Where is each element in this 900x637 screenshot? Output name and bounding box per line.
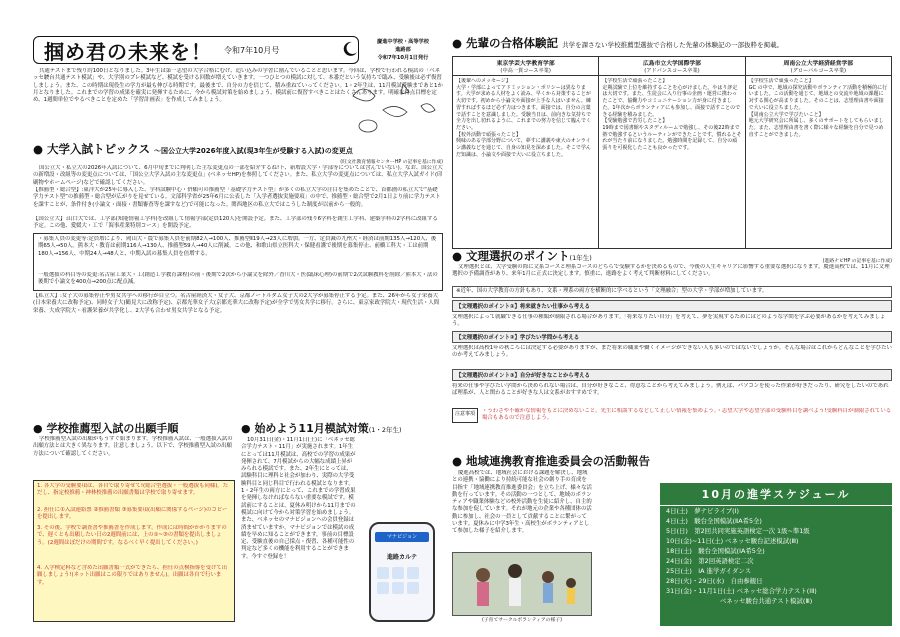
table-header-cell: 周南公立大学経済経営学部 (グローバルコース卒業) xyxy=(745,57,891,76)
table-cell: 【学校生活で頑張ったこと】 定期試験で上位を維持することを心がけました。やはり評定は大切です。また、生徒会に入り行事の企画・運営に携わったことで、協働力やコミュニケーション力が身に付きました。1年次からボランティアにも参加し、面接で話すことのできる経験を積みました。 【受験勉強で苦労したこと】 19時まで図書館やスタディルームで勉強し、その後22時まで塾で勉強するというルーティンができたことです。慣れるとそれが当たり前になりました。勉強時間を記録して、自分の頑張りを可視化したことも良かったです。 xyxy=(599,76,745,249)
section-heading: ● 先輩の合格体験記 共学を課さない学校推薦型選抜で合格した先輩の体験記の一部抜粋を掲載。 xyxy=(452,36,784,50)
section-subtitle: ～国公立大学2026年度入試(現3年生が受験する入試)の変更点 xyxy=(154,147,353,155)
schedule-title: 10月の進学スケジュール xyxy=(660,483,892,506)
section-mock-exam xyxy=(241,422,443,623)
schedule-row: 10日(金)~11日(土) ベネッセ駿台記述模試(Ⅲ) xyxy=(666,537,799,545)
section-course-selection xyxy=(452,249,892,423)
children-photo-icon xyxy=(453,553,591,615)
phone-mockup xyxy=(369,522,435,622)
volunteer-photo xyxy=(452,552,592,616)
paragraph: 文理選択とは、大学受験の際に文系コースと理系コースのどちらで受験するかを決めるもので、今後の人生キャリアに影響する重要な選択になります。慶進高校では、11月に文理選択の予備調査があり、来年1月に正式に決定します。慎重に、進路をよく考えて判断材料にしてください。 xyxy=(452,264,890,278)
section-title: 始めよう11月模試対策 xyxy=(254,422,369,435)
table-row xyxy=(453,76,892,249)
table-cell: 【学校生活で頑張ったこと】 GC の中で、地域の探究活動やボランティア活動を積極的に行いました。この活動を通じて、地域との交流や地域の課題に対する関心が高まりました。そのことは、志望理由書や面接で大いに役立ちました。 【周南公立大学で学びたいこと】 地元大学研究会に所属し、多くのサポートをしてもらいました。また、志望理由書を書く際に様々な経験を自分で見つめ直すことができました。 xyxy=(745,76,891,249)
section-title: 先輩の合格体験記 xyxy=(466,36,559,50)
department-name: 進路部 xyxy=(395,47,411,53)
section-heading: ● 始めよう11月模試対策(1・2年生) xyxy=(241,422,402,435)
capacity-changes-box xyxy=(33,233,443,291)
app-tile xyxy=(392,582,404,594)
caution-box xyxy=(452,408,892,423)
table-header-cell: 広島市立大学国際学部 (アドバンスコース卒業) xyxy=(599,57,745,76)
app-tile xyxy=(392,567,404,579)
step-item: 3. その後、学校で調査書や推薦書を作成します。作成には時間がかかりますので、遅くとも出願したい日の2週間前には、上の①~③の書類を提出しましょう。(2週間はぼだけの期間です。なるべく早く提出してください。) xyxy=(37,525,227,546)
point-block xyxy=(452,300,892,329)
app-tile xyxy=(377,582,389,594)
schedule-row: 18日(土) 駿台全国模試(ⅠA希5全) xyxy=(666,547,765,555)
app-menu-label: 進路カルテ xyxy=(386,554,417,561)
point-body: 将来の仕事や学びたい学問から決められない場合は、自分が好きなこと、得意なことから考えてみましょう。例えば、パソコンを使った作業が好きだったり、研究をしたいのであれば理系が、人と関わることが好きな人は文系がおすすめです。 xyxy=(452,383,889,397)
schedule-board xyxy=(660,483,892,626)
section-heading: ● 文理選択のポイント(1年生) xyxy=(452,249,592,263)
intro-text: 共通テストまで残り約100日となりました。3年生は第一志望の大学合格にむけ、追い込みの学習に励んでいることと思います。今回は、学校で行われる模試の「ベネッセ駿台共通テスト模試」や、大学別のプレ模試など、模試を受ける回数が増えていきます。一つひとつの模試に対して、本番だという気持ちで臨み、受験後は必ず復習しましょう。また、この時期は現役生の学力が最も伸びる時期です。最後まで、自分の力を信じて、積み重ねていってください。1・2年生は、11月模試受験まであと1か月となりました。これまでの学習の成果を確実に発揮するために、今から模試対策を始めましょう。模試前に復習すべきことはたくさんあります。明確な得点目標を定め、1週間単位でやるべきことを定めた「学習計画表」を作成してみましょう。 xyxy=(33,68,443,104)
source-note: (進路ナビHP の記事を基に作成) xyxy=(822,259,892,264)
paragraph: 慶進高校では、地域社会における課題を解決し、地域との連携・協働により持続可能な社会の創り手の育成を目指す「地域連携教育推進委員会」を立ち上げ、様々な活動を行っています。その活動の一つとして、地域のボランティアや職業体験などの校外活動を生徒に紹介し、自主的な参加を促しています。それが地元の企業や各種団体の活動に参加し、社会の一員として貢献することに繋がっています。夏休みに中学3年生・高校生がボランティアとして参加した様子を紹介します。 xyxy=(452,470,592,535)
step-item: 4. 入学検定料など含めた出願書類一式ができたら、担任の点検指導を受けて出願しましょう!(ネット出願はこの限りではありません)。出願は各自で行います。 xyxy=(37,565,228,586)
schedule-row: ベネッセ駿台共通テスト模試(Ⅲ) xyxy=(720,597,813,605)
paragraph: 国公立大・私立大の2026年入試について、6月中旬までに判明した主な変更点の一部を紹介するね!下、新増設大学・学部等については含んでいない)。なお、国公立大の新増設・改組等の変更点については、「国公立大学入試の主な変更点」(ベネッセHP)を参照してください。また、私立大学の変更点については、私立大学入試ガイド(印刷物やホームページ)などで確認してください。 xyxy=(33,165,443,186)
point-body: 文理選択によって就職できる仕事の種類が制限される場合があります。「将来なりたい自分」を考えて、夢を実現するためにはどのような学問を学ぶ必要があるかを考えてみましょう。 xyxy=(452,314,886,328)
note-box: ※近年、国の大学教育の方針もあり、文系・理系の両方を横断的に学べるという「文理融合」型の大学・学部が増加しています。 xyxy=(452,286,892,298)
table-header-cell: 東京学芸大学教育学部 (中高一貫コース卒業) xyxy=(453,57,599,76)
section-title: 学校推薦型入試の出願手順 xyxy=(46,422,179,435)
app-name: マナビジョン xyxy=(375,532,429,542)
stories-table xyxy=(452,56,892,249)
caution-text: ・うわさや不確かな情報をもとに決めないこと。先生に相談するなどして正しい情報を集めよう。・志望大学や志望学部の受験科目を調べよう!受験科目が制限されている場合もあるので注意しよう。 xyxy=(482,408,892,422)
point-heading: 【文理選択のポイント①】将来就きたい仕事から考える xyxy=(452,300,892,312)
step-item: 2. 担任に①入試連絡票 ②推薦書類 ③募集要項(出願に関係するページ)のコピーを提出します。 xyxy=(37,507,228,521)
schedule-row: 25日(土) ⅠA 進学ガイダンス xyxy=(666,567,751,575)
source-note: (旺文社教育情報センターHP の記事を基に作成) xyxy=(340,160,443,165)
section-recommendation xyxy=(33,422,235,622)
section-note: 共学を課さない学校推薦型選抜で合格した先輩の体験記の一部抜粋を掲載。 xyxy=(562,41,784,49)
paragraph: 10月31日(金)・11月1日(土)に「ベネッセ総合学力テスト・11月」が実施されます。1年生にとっては11月模試は、高校での学習の成果が発揮されて、7月模試からの大幅な成績上昇がみられる模試です。また、2年生にとっては、試験科目に理科と社会が加わり、実際の大学受験科目と同じ科目で行われる模試となります。1・2年生の両方にとって、これまでの学習成果を発揮しなければならない重要な模試です。模試前にすることは、夏休み明けから11月までの模試に向けて今から対策学習を始めましょう。また、ベネッセのマナビジョンへの会員登録は済ませていますか。マナビジョンでは模試の成績を早めに知ることができます。事前の目標設定、受験直後の自己採点・復習、各種可能性の判定など多くの機能を利用することができます。今すぐ登録を！ xyxy=(241,437,356,560)
autumn-illustration xyxy=(333,76,443,138)
issue-label: 令和7年10月号 xyxy=(224,45,280,55)
schedule-row: 28日(火)・29日(水) 自由参観日 xyxy=(666,577,763,585)
paragraph: 学校推薦型入試の出願がもうすぐ始まります。学校推薦入試は、一般選抜入試の出願方法とは大きく異なります。注意しましょう。以下で、学校推薦型入試の出願方法について確認してください。 xyxy=(33,436,233,457)
point-block xyxy=(452,331,892,367)
schedule-row: 24日(金) 第2回英語検定二次 xyxy=(666,557,754,565)
table-cell: 【後輩へのメッセージ】 大学・学部によってアドミッション・ポリシーは異なります。大学が求める人材をよく読み、早くから対策することが大切です。初めから小論文や面接が上手な人はいません。練習すればするほど必ず力はつきます。面接では、自分の言葉で話すことを意識しました。受験当日は、前向きな気持ちで全力を出し切れるように、これまでの努力を信じて臨んでください。 【校外活動で頑張ったこと】 興味のある学部分野について、夢すに講義や東大のオンライン講義などを通じて、自身の知見を深めました。そこで学んだ知識は、小論文や面接で大いに役立ちました。 xyxy=(453,76,599,249)
app-tile xyxy=(377,567,389,579)
paragraph: 【私立大】:女子大の募集停止や男女共学への移行が目立つ。名古屋経済大・女子大、京都ノートルダム女子大の2大学が募集停止する予定。また、26年から女子栄養大(日本栄養大に改称予定)、同時女子大(鶴見大に改称予定)、京都光華女子大(京都光華大に改称予定)が全学で男女共学に移行。さらに、東京家政学院大・現代生活・人間栄養、大成学院大・看護栄養が共学化し、2大学も合わせ男女共学となる予定。 xyxy=(33,293,440,314)
section-title: 文理選択のポイント xyxy=(466,249,570,263)
paragraph: ・募集人員の変更等:定員増により、岡山大・農で募集人員を前期82人→100人、推薦型Ⅱ19人→23人に増加。一方、定員減の九州大・経済は前期135人→120人、後期65人→50人。熊本大・教育は前期116人→130人、推薦型59人→40人に削減。この他、和歌山県立医科大・保健看護で後期を募集停止、前橋工科大・工は前期180人→156人、中期24人→48人と、中期入試の募集人員を倍増する。 xyxy=(38,236,437,257)
app-tile xyxy=(407,582,419,594)
publish-date: 令和7年10月1日発行 xyxy=(377,55,429,61)
section-title: 大学入試トピックス xyxy=(47,142,150,156)
section-heading: ● 地域連携教育推進委員会の活動報告 xyxy=(452,454,651,468)
schedule-row: 31日(金)・11月1日(土) ベネッセ総合学力テスト(ⅠⅡ) xyxy=(666,587,817,595)
schedule-row: 4日(土) 夢ナビライブ(Ⅰ) xyxy=(666,507,740,515)
point-heading: 【文理選択のポイント③】自分が好きなことから考える xyxy=(452,369,892,381)
right-column xyxy=(452,36,892,626)
app-tiles xyxy=(377,567,427,594)
title-box xyxy=(33,36,359,64)
title-note: (1年生) xyxy=(569,254,592,262)
point-body: 文理選択は高校1年の秋ごろには決定する必要がありますが、まだ将来の職業や働くイメージができない人も多いのではないでしょうか。そんな場合はこれからどんなことを学びたいのか考えてみましょう。 xyxy=(452,345,892,359)
photo-caption: (子育てサークルボランティアの様子) xyxy=(482,618,562,623)
section-title: 地域連携教育推進委員会の活動報告 xyxy=(466,454,651,468)
app-tile xyxy=(407,567,419,579)
section-heading: ● 学校推薦型入試の出願手順 xyxy=(33,422,179,435)
caution-tag: 注意事項 xyxy=(452,408,478,423)
section-heading: ● 大学入試トピックス ～国公立大学2026年度入試(現3年生が受験する入試)の変更点 xyxy=(33,142,353,156)
paragraph: 【国公立大】:山口大では、工学部(知能情報工学科)を改組して情報学部(定員120人)を開設予定。また、工学部の残り6学科を創生工学科、建築学科の2学科に改組する予定。この他、愛媛大・工で「海事産業特別コース」を開設予定。 xyxy=(33,216,438,230)
point-block xyxy=(452,369,892,405)
schedule-row: 5日(日) 第2回共同実施英語検定一次 1級~準1級 xyxy=(666,527,810,535)
paragraph: 一般選抜の科目等の変更:名古屋工業大・工(創造工学教育課程)の前・後期で2次から小論文を除外／香川大・医(臨床心理)の前期で2次試験教科を削除／熊本大・法の後期で小論文を400点→200点に配点減。 xyxy=(38,272,438,286)
school-info xyxy=(363,38,443,62)
section-senior-stories xyxy=(452,36,892,249)
school-name: 慶進中学校・高等学校 xyxy=(377,39,429,45)
newsletter-title: 掴め君の未来を！ xyxy=(44,39,212,64)
point-heading: 【文理選択のポイント②】学びたい学問から考える xyxy=(452,331,892,343)
moon-icon xyxy=(342,41,358,57)
left-column xyxy=(33,36,443,626)
paragraph: 【推薦型・総合型】:東洋大が25年に導入した、学科試験中心・併願可の推薦型「基礎学力テスト型」が多くの私立大学の注目を集めたことで、首都圏の私立大で“基礎学力テスト型”の推薦型・総合型が広がりを見せている。文部科学省が25年6月に公表した「入学者選抜実施要項」の中で、推薦型・総合型で2月1日より前に学力テストを課すことが、条件付き(小論文・面接・書類審査等を課すなど)で可能になった。関西地区の私立大ではこうした制度が以前から一般的。 xyxy=(33,187,441,208)
title-note: (1・2年生) xyxy=(368,426,402,434)
steps-box xyxy=(33,480,235,622)
section-exam-topics xyxy=(33,142,443,322)
step-item: 1. 各大学の受験要項は、各自で取り寄せて!(総合型選抜・一般選抜も同様)。ただし、指定校推薦・神林校推薦の出願書類は学校で取り寄せます。 xyxy=(37,483,229,497)
table-header-row xyxy=(453,57,892,76)
schedule-row: 4日(土) 駿台全国模試(ⅡA希5全) xyxy=(666,517,762,525)
